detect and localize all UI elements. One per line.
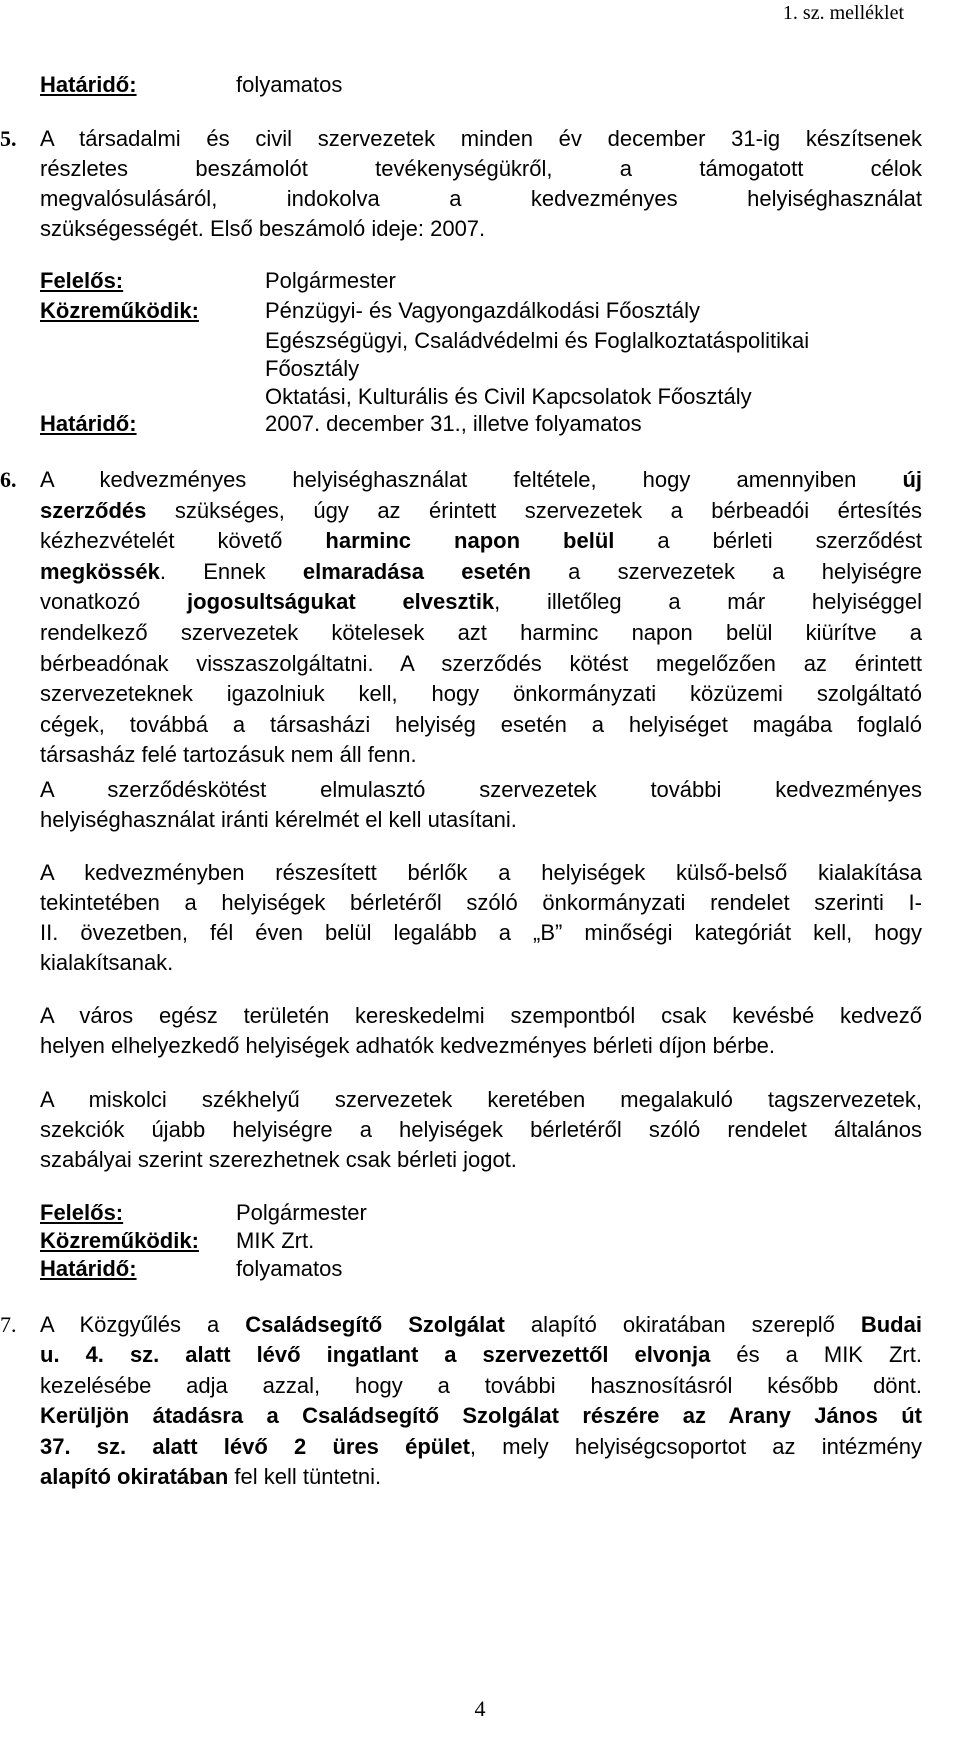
text-line: szabályai szerint szerezhetnek csak bérleti jogot. (40, 1147, 517, 1172)
text-run: megkössék (40, 558, 160, 584)
text-line: megvalósulásáról, indokolva a kedvezményes helyiséghasználat (40, 186, 922, 211)
annex-label: 1. sz. melléklet (782, 2, 904, 24)
paragraph-b (40, 858, 922, 978)
text-run: vonatkozó (40, 589, 188, 615)
text-line: A kedvezményben részesített bérlők a helyiségek külső-belső kialakítása (40, 860, 922, 885)
item-6-number: 6. (0, 467, 17, 492)
page-number: 4 (474, 1696, 486, 1721)
text-run: A Közgyűlés a (40, 1312, 246, 1337)
item-6-text (40, 465, 922, 771)
top-deadline (40, 70, 920, 100)
hatarido-label: Határidő: (40, 1256, 137, 1281)
text-line: szekciók újabb helyiségre a helyiségek bérletéről szóló rendelet általános (40, 1117, 922, 1142)
text-run: és a MIK Zrt. (710, 1342, 922, 1368)
text-run: . Ennek (159, 558, 303, 584)
item-7-text (40, 1310, 922, 1492)
text-run: harminc napon belül (325, 528, 615, 554)
text-line: A társadalmi és civil szervezetek minden év december 31-ig készítsenek (40, 126, 922, 151)
felelos-label: Felelős: (40, 268, 124, 293)
text-line: kezelésébe adja azzal, hogy a további hasznosításról később dönt. (40, 1372, 922, 1398)
text-line: Kerüljön átadásra a Családsegítő Szolgálat részére az Arany János út (40, 1403, 922, 1429)
text-line: helyen elhelyezkedő helyiségek adhatók kedvezményes bérleti díjon bérbe. (40, 1033, 776, 1058)
text-run: a szervezetek a helyiségre (530, 558, 923, 584)
kozremukodik-value: Egészségügyi, Családvédelmi és Foglalkoztatáspolitikai (265, 328, 810, 353)
text-run: , mely helyiségcsoportot az intézmény (469, 1433, 922, 1459)
text-line: társasház felé tartozásuk nem áll fenn. (40, 742, 417, 768)
hatarido-value: 2007. december 31., illetve folyamatos (265, 411, 642, 436)
kozremukodik-value: Pénzügyi- és Vagyongazdálkodási Főosztály (265, 298, 700, 323)
text-run: alapító okiratában szereplő (504, 1312, 861, 1337)
text-run: Családsegítő Szolgálat (245, 1312, 505, 1337)
paragraph-d (40, 1085, 922, 1175)
text-line: szervezeteknek igazolniuk kell, hogy önkormányzati közüzemi szolgáltató (40, 681, 922, 707)
text-run: új (902, 467, 922, 492)
text-run: 37. sz. alatt lévő 2 üres épület (40, 1433, 470, 1459)
text-line: részletes beszámolót tevékenységükről, a támogatott célok (40, 156, 922, 181)
text-line: A szerződéskötést elmulasztó szervezetek további kedvezményes (40, 777, 922, 802)
text-run: a bérleti szerződést (614, 528, 922, 554)
text-run: szükséges, úgy az érintett szervezetek a bérbeadói értesítés (146, 497, 922, 523)
item-5-number: 5. (0, 126, 17, 151)
text-line: II. övezetben, fél éven belül legalább a „B” minőségi kategóriát kell, hogy (40, 920, 922, 945)
kozremukodik-label: Közreműködik: (40, 298, 199, 323)
kozremukodik-value: Főosztály (265, 356, 360, 381)
text-line: rendelkező szervezetek kötelesek azt harminc napon belül kiürítve a (40, 619, 922, 645)
text-run: Budai (860, 1312, 922, 1337)
text-run: elmaradása esetén (302, 558, 531, 584)
paragraph-a (40, 775, 922, 835)
felelos-value: Polgármester (236, 1200, 367, 1225)
text-line: A város egész területén kereskedelmi szempontból csak kevésbé kedvező (40, 1003, 922, 1028)
text-line: kialakítsanak. (40, 950, 174, 975)
text-run: szerződés (40, 497, 147, 523)
hatarido-value: folyamatos (236, 1256, 343, 1281)
deadline-value: folyamatos (236, 72, 343, 97)
item-5-text (40, 124, 922, 244)
hatarido-label: Határidő: (40, 411, 137, 436)
text-run: alapító okiratában (40, 1464, 229, 1490)
text-run: A kedvezményes helyiséghasználat feltétele, hogy amennyiben (40, 467, 903, 492)
kozremukodik-value: MIK Zrt. (236, 1228, 315, 1253)
text-run: jogosultságukat elvesztik (187, 589, 495, 615)
felelos-label: Felelős: (40, 1200, 124, 1225)
text-run: fel kell tüntetni. (228, 1464, 382, 1490)
text-line: bérbeadónak visszaszolgáltatni. A szerződés kötést megelőzően az érintett (40, 650, 922, 676)
paragraph-c (40, 1001, 922, 1061)
item-7-number: 7. (0, 1312, 17, 1337)
text-line: szükségességét. Első beszámoló ideje: 2007. (40, 216, 486, 241)
text-line: cégek, továbbá a társasházi helyiség esetén a helyiséget magába foglaló (40, 711, 922, 737)
kozremukodik-value: Oktatási, Kulturális és Civil Kapcsolatok Főosztály (265, 384, 752, 409)
text-run: u. 4. sz. alatt lévő ingatlant a szervezettől elvonja (40, 1342, 711, 1368)
deadline-label: Határidő: (40, 72, 137, 97)
felelos-value: Polgármester (265, 268, 396, 293)
text-line: tekintetében a helyiségek bérletéről szóló önkormányzati rendelet szerinti I- (40, 890, 922, 915)
kozremukodik-label: Közreműködik: (40, 1228, 199, 1253)
text-line: A miskolci székhelyű szervezetek keretében megalakuló tagszervezetek, (40, 1087, 922, 1112)
text-run: , illetőleg a már helyiséggel (494, 589, 922, 615)
text-line: helyiséghasználat iránti kérelmét el kell utasítani. (40, 807, 517, 832)
text-run: kézhezvételét követő (40, 528, 326, 554)
